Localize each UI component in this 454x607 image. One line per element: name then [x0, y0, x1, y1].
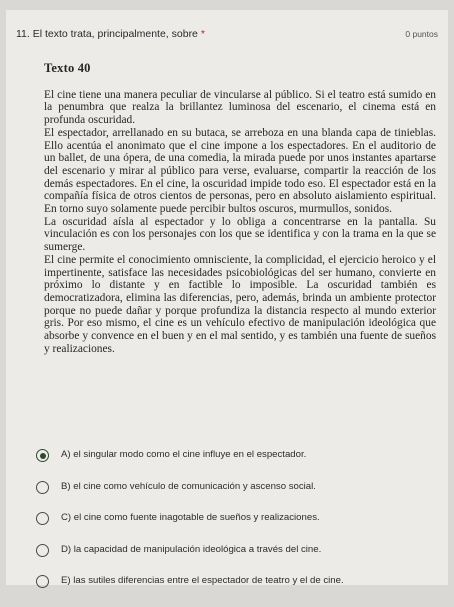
- question-title-text: 11. El texto trata, principalmente, sobre: [16, 28, 198, 40]
- option-a-radio[interactable]: [36, 449, 49, 462]
- passage-image: [44, 62, 436, 355]
- option-b[interactable]: [30, 481, 440, 513]
- option-c[interactable]: [30, 512, 440, 544]
- question-title: [16, 28, 205, 40]
- option-c-radio[interactable]: [36, 512, 49, 525]
- option-d-radio[interactable]: [36, 544, 49, 557]
- option-a[interactable]: [30, 449, 440, 481]
- option-e[interactable]: [30, 575, 440, 607]
- question-points: 0 puntos: [405, 29, 438, 39]
- required-asterisk: *: [197, 28, 205, 40]
- option-e-label[interactable]: E) las sutiles diferencias entre el espectador de teatro y el de cine.: [61, 575, 344, 586]
- option-c-label[interactable]: C) el cine como fuente inagotable de sueños y realizaciones.: [61, 512, 320, 523]
- passage-paragraph-4: El cine permite el conocimiento omnisciente, la complicidad, el ejercicio heroico y el impertinente, satisface las necesidades psicobiológicas del ser humano, convierte en próximo lo distante y en factible lo imposible. La oscuridad también es democratizadora, elimina las diferencias, pero, además, brinda un ambiente protector porque no puede dañar y porque profundiza la distancia respecto al mundo exterior gris. Por eso mismo, el cine es un vehículo efectivo de manipulación ideológica que absorbe y convence en el buen y en el mal sentido, y es también una fuente de sueños y realizaciones.: [44, 253, 436, 355]
- option-d-label[interactable]: D) la capacidad de manipulación ideológica a través del cine.: [61, 543, 322, 555]
- passage-paragraph-1: El cine tiene una manera peculiar de vincularse al público. Si el teatro está sumido en la penumbra que realza la brillantez luminosa del escenario, el cinema está en profunda oscuridad.: [44, 88, 436, 127]
- option-e-radio[interactable]: [36, 575, 49, 588]
- question-header: [16, 28, 438, 44]
- passage-paragraph-2: El espectador, arrellanado en su butaca, se arreboza en una blanda capa de tinieblas. Ello acentúa el anonimato que el cine impone a los espectadores. En el auditorio de un ballet, de una ópera, de una comedia, la mirada puede por unos instantes apartarse del escenario y mirar al público para verse, evaluarse, compartir la reacción de los demás espectadores. En el cine, la oscuridad impide todo eso. El espectador está en la compañía física de otros cientos de personas, pero en absoluto aislamiento espiritual. En torno suyo solamente puede percibir bultos oscuros, murmullos, sonidos.: [44, 126, 436, 216]
- option-d[interactable]: [30, 544, 440, 576]
- option-b-label[interactable]: B) el cine como vehículo de comunicación y ascenso social.: [61, 480, 316, 492]
- passage-paragraph-3: La oscuridad aísla al espectador y lo obliga a concentrarse en la pantalla. Su vinculación es con los personajes con los que se identifica y con la trama en la que se sumerge.: [44, 215, 436, 254]
- answer-options: [30, 449, 440, 607]
- option-a-label[interactable]: A) el singular modo como el cine influye en el espectador.: [61, 449, 307, 460]
- passage-title: Texto 40: [44, 61, 91, 75]
- option-b-radio[interactable]: [36, 481, 49, 494]
